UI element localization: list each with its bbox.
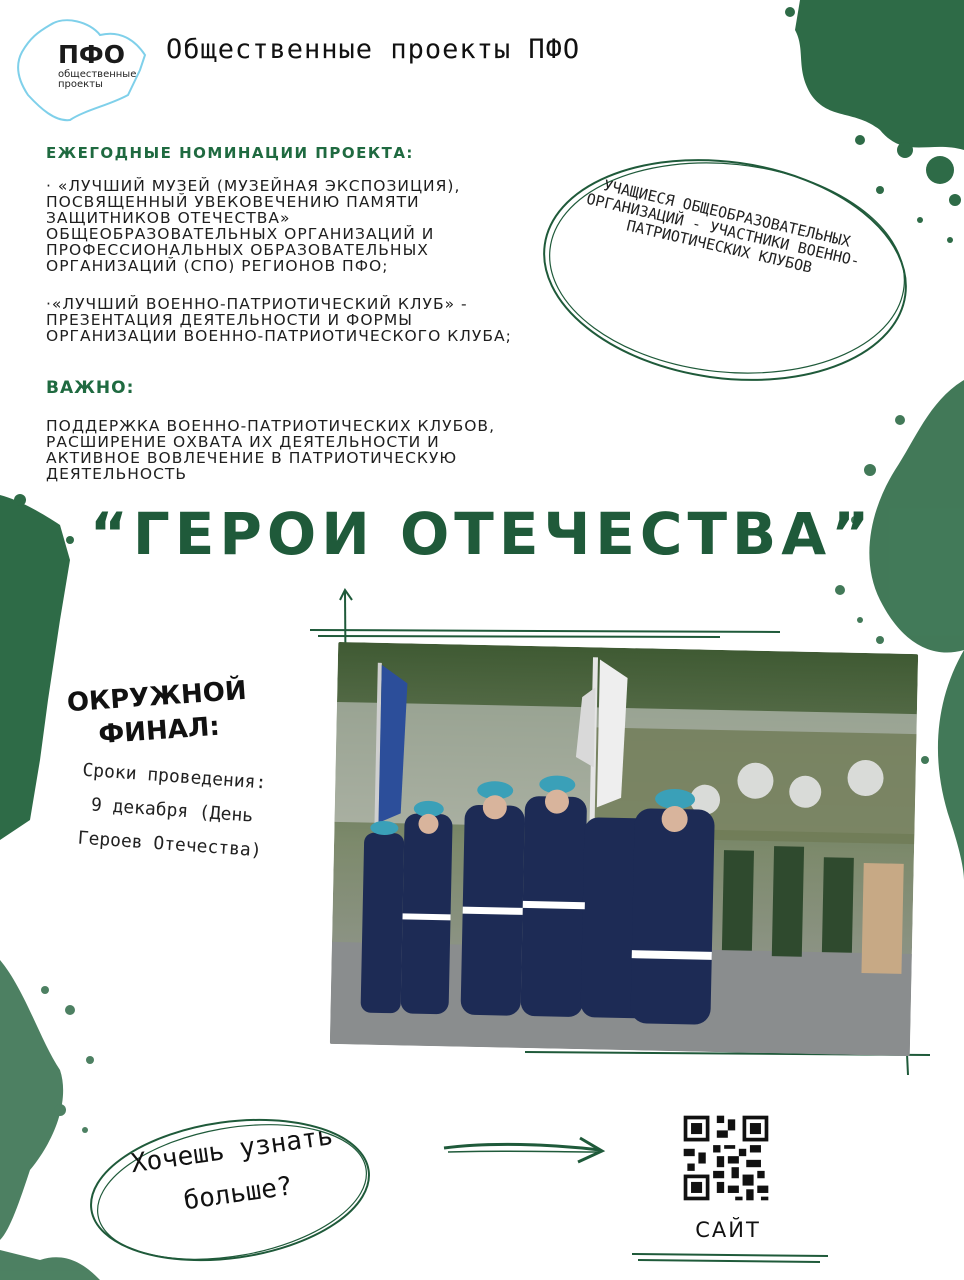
site-link[interactable]: САЙТ — [695, 1218, 761, 1242]
final-terms-line1: Сроки проведения: — [81, 759, 268, 794]
logo-subtitle-line1: общественные — [58, 69, 137, 80]
nomination-item-club: ·«ЛУЧШИЙ ВОЕННО-ПАТРИОТИЧЕСКИЙ КЛУБ» - ПРЕЗЕНТАЦИЯ ДЕЯТЕЛЬНОСТИ И ФОРМЫ ОРГАНИЗАЦИИ ВОЕННО-ПАТРИОТИЧЕСКОГО КЛУБА; — [46, 295, 512, 345]
cadets-parade-photo — [330, 642, 918, 1056]
final-heading-line2: ФИНАЛ: — [97, 711, 221, 751]
qr-code-icon — [680, 1112, 772, 1204]
qr-code[interactable] — [680, 1112, 772, 1204]
participants-text: УЧАЩИЕСЯ ОБЩЕОБРАЗОВАТЕЛЬНЫХ ОРГАНИЗАЦИЙ - УЧАСТНИКИ ВОЕННО-ПАТРИОТИЧЕСКИХ КЛУБОВ — [584, 176, 862, 277]
arrow-right-icon — [440, 1130, 610, 1170]
important-text: ПОДДЕРЖКА ВОЕННО-ПАТРИОТИЧЕСКИХ КЛУБОВ, РАСШИРЕНИЕ ОХВАТА ИХ ДЕЯТЕЛЬНОСТИ И АКТИВНОЕ ВОВЛЕЧЕНИЕ В ПАТРИОТИЧЕСКУЮ ДЕЯТЕЛЬНОСТЬ — [46, 417, 495, 483]
final-terms-line2: 9 декабря (День — [90, 794, 254, 827]
cta-line2: больше? — [181, 1171, 295, 1217]
final-terms — [59, 752, 286, 869]
logo-title: ПФО — [58, 40, 125, 69]
header-title: Общественные проекты ПФО — [166, 34, 581, 65]
final-heading — [56, 673, 260, 755]
final-terms-line3: Героев Отечества) — [77, 827, 263, 862]
cta-line1: Хочешь узнать — [129, 1121, 335, 1180]
important-heading: ВАЖНО: — [46, 378, 135, 398]
logo-subtitle — [58, 70, 148, 90]
nominations-heading: ЕЖЕГОДНЫЕ НОМИНАЦИИ ПРОЕКТА: — [46, 144, 414, 162]
main-title: “ГЕРОИ ОТЕЧЕСТВА” — [89, 500, 875, 568]
final-heading-line1: ОКРУЖНОЙ — [66, 675, 248, 719]
nomination-item-museum: · «ЛУЧШИЙ МУЗЕЙ (МУЗЕЙНАЯ ЭКСПОЗИЦИЯ), ПОСВЯЩЕННЫЙ УВЕКОВЕЧЕНИЮ ПАМЯТИ ЗАЩИТНИКОВ ОТЕЧЕСТВА» ОБЩЕОБРАЗОВАТЕЛЬНЫХ ОРГАНИЗАЦИЙ И ПРОФЕССИОНАЛЬНЫХ ОБРАЗОВАТЕЛЬНЫХ ОРГАНИЗАЦИЙ (СПО) РЕГИОНОВ ПФО; — [46, 177, 461, 275]
logo-subtitle-line2: проекты — [58, 79, 103, 90]
